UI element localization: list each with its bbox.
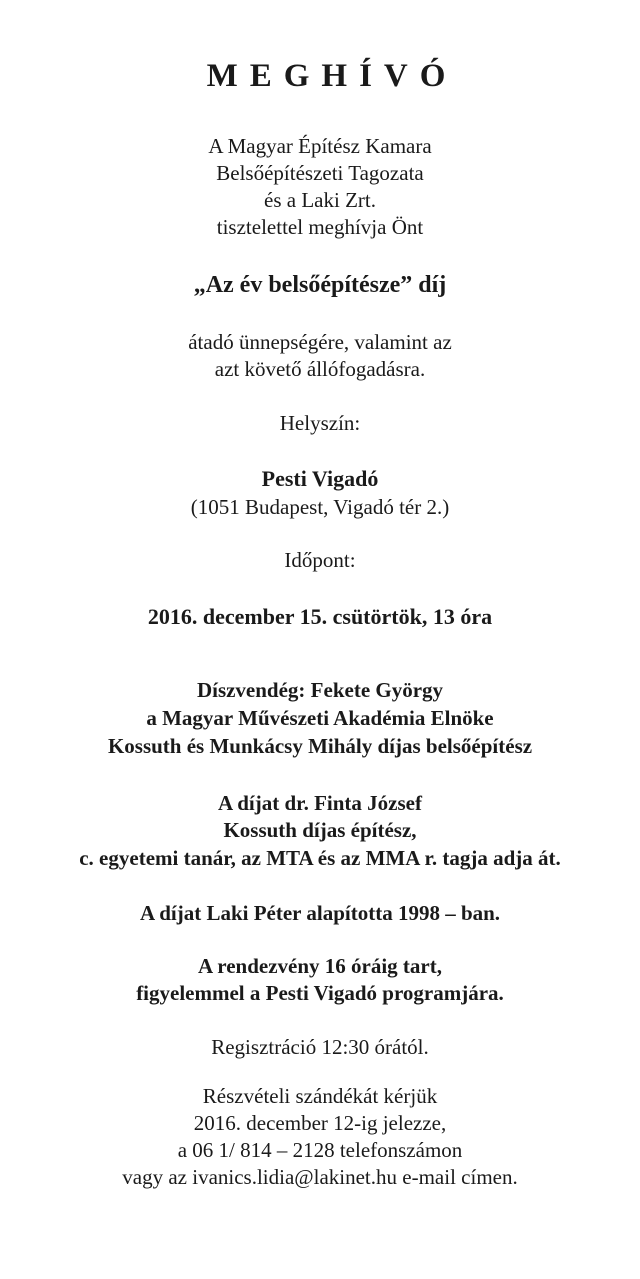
guest-of-honor-line-1: Díszvendég: Fekete György [196,678,444,702]
event-date: 2016. december 15. csütörtök, 13 óra [147,604,493,629]
host-line-4: tisztelettel meghívja Önt [216,215,424,239]
ceremony-line-2: azt követő állófogadásra. [214,357,426,381]
rsvp-line-2: 2016. december 12-ig jelezze, [193,1111,447,1135]
founded-line: A díjat Laki Péter alapította 1998 – ban. [139,901,501,925]
award-name: „Az év belsőépítésze” díj [193,272,447,298]
presenter-line-3: c. egyetemi tanár, az MTA és az MMA r. tagja adja át. [79,846,561,870]
rsvp-line-1: Részvételi szándékát kérjük [202,1084,438,1108]
page-title: MEGHÍVÓ [206,58,458,94]
presenter-line-2: Kossuth díjas építész, [223,818,417,842]
duration-line-1: A rendezvény 16 óráig tart, [198,954,442,978]
guest-of-honor-line-3: Kossuth és Munkácsy Mihály díjas belsőépítész [107,734,533,758]
venue-label: Helyszín: [279,411,361,435]
rsvp-line-3: a 06 1/ 814 – 2128 telefonszámon [177,1138,463,1162]
host-line-2: Belsőépítészeti Tagozata [216,161,424,185]
duration-line-2: figyelemmel a Pesti Vigadó programjára. [136,981,504,1005]
ceremony-line-1: átadó ünnepségére, valamint az [188,330,452,354]
guest-of-honor-line-2: a Magyar Művészeti Akadémia Elnöke [146,706,494,730]
venue-name: Pesti Vigadó [261,466,379,491]
rsvp-line-4: vagy az ivanics.lidia@lakinet.hu e-mail címen. [122,1165,518,1189]
host-line-3: és a Laki Zrt. [264,188,376,212]
presenter-line-1: A díjat dr. Finta József [218,791,422,815]
registration-line: Regisztráció 12:30 órától. [211,1035,429,1059]
time-label: Időpont: [284,548,356,572]
venue-address: (1051 Budapest, Vigadó tér 2.) [190,495,450,519]
host-line-1: A Magyar Építész Kamara [208,134,432,158]
